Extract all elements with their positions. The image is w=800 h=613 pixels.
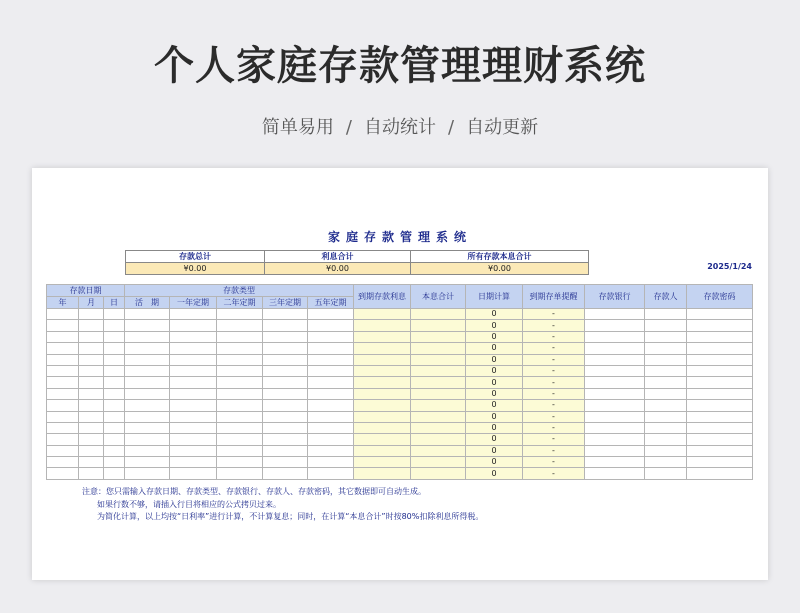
header-principal-interest: 本息合计 <box>411 285 466 309</box>
cell-day[interactable] <box>104 388 125 399</box>
cell-demand[interactable] <box>125 343 170 354</box>
page-title: 个人家庭存款管理理财系统 <box>154 43 646 89</box>
header-date-calc: 日期计算 <box>466 285 523 309</box>
summary-header-total-deposit: 存款总计 <box>126 251 265 263</box>
cell-depositor[interactable] <box>645 343 687 354</box>
cell-depositor[interactable] <box>645 457 687 468</box>
cell-password[interactable] <box>687 422 753 433</box>
cell-password[interactable] <box>687 365 753 376</box>
cell-date-calc[interactable]: 0 <box>466 400 523 411</box>
cell-2yr[interactable] <box>217 309 263 320</box>
cell-reminder[interactable]: - <box>523 411 585 422</box>
cell-maturity-interest[interactable] <box>354 400 411 411</box>
cell-3yr[interactable] <box>263 388 308 399</box>
cell-month[interactable] <box>79 309 104 320</box>
cell-month[interactable] <box>79 422 104 433</box>
cell-day[interactable] <box>104 400 125 411</box>
cell-maturity-interest[interactable] <box>354 354 411 365</box>
cell-reminder[interactable]: - <box>523 388 585 399</box>
cell-bank[interactable] <box>585 309 645 320</box>
cell-maturity-interest[interactable] <box>354 445 411 456</box>
deposit-table <box>46 284 753 480</box>
cell-2yr[interactable] <box>217 400 263 411</box>
header-5yr-fixed: 五年定期 <box>308 297 354 309</box>
cell-day[interactable] <box>104 411 125 422</box>
cell-1yr[interactable] <box>170 445 217 456</box>
cell-maturity-interest[interactable] <box>354 377 411 388</box>
cell-3yr[interactable] <box>263 331 308 342</box>
cell-demand[interactable] <box>125 365 170 376</box>
cell-principal-interest[interactable] <box>411 365 466 376</box>
cell-date-calc[interactable]: 0 <box>466 320 523 331</box>
cell-maturity-interest[interactable] <box>354 365 411 376</box>
cell-5yr[interactable] <box>308 388 354 399</box>
cell-date-calc[interactable]: 0 <box>466 354 523 365</box>
cell-day[interactable] <box>104 377 125 388</box>
cell-3yr[interactable] <box>263 309 308 320</box>
cell-password[interactable] <box>687 400 753 411</box>
header-month: 月 <box>79 297 104 309</box>
cell-maturity-interest[interactable] <box>354 320 411 331</box>
cell-3yr[interactable] <box>263 343 308 354</box>
cell-year[interactable] <box>47 400 79 411</box>
header-1yr-fixed: 一年定期 <box>170 297 217 309</box>
summary-header-interest: 利息合计 <box>265 251 411 263</box>
cell-month[interactable] <box>79 388 104 399</box>
cell-2yr[interactable] <box>217 377 263 388</box>
cell-day[interactable] <box>104 468 125 479</box>
cell-year[interactable] <box>47 445 79 456</box>
cell-1yr[interactable] <box>170 422 217 433</box>
cell-month[interactable] <box>79 331 104 342</box>
cell-month[interactable] <box>79 365 104 376</box>
cell-depositor[interactable] <box>645 388 687 399</box>
cell-principal-interest[interactable] <box>411 445 466 456</box>
cell-3yr[interactable] <box>263 445 308 456</box>
cell-principal-interest[interactable] <box>411 434 466 445</box>
cell-month[interactable] <box>79 320 104 331</box>
header-maturity-interest: 到期存款利息 <box>354 285 411 309</box>
sheet-title: 家庭存款管理系统 <box>327 230 472 244</box>
cell-principal-interest[interactable] <box>411 354 466 365</box>
cell-demand[interactable] <box>125 320 170 331</box>
page-subtitle <box>0 113 800 139</box>
cell-2yr[interactable] <box>217 457 263 468</box>
cell-date-calc[interactable]: 0 <box>466 457 523 468</box>
cell-month[interactable] <box>79 468 104 479</box>
cell-month[interactable] <box>79 434 104 445</box>
summary-value-total-deposit[interactable]: ¥0.00 <box>126 263 265 275</box>
cell-date-calc[interactable]: 0 <box>466 343 523 354</box>
cell-date-calc[interactable]: 0 <box>466 388 523 399</box>
cell-maturity-interest[interactable] <box>354 434 411 445</box>
cell-bank[interactable] <box>585 343 645 354</box>
summary-value-interest[interactable]: ¥0.00 <box>265 263 411 275</box>
cell-principal-interest[interactable] <box>411 331 466 342</box>
header-deposit-date: 存款日期 <box>47 285 125 297</box>
cell-reminder[interactable]: - <box>523 377 585 388</box>
note-line: 注意：您只需输入存款日期、存款类型、存款银行、存款人、存款密码，其它数据即可自动生成。 <box>82 487 426 496</box>
cell-demand[interactable] <box>125 309 170 320</box>
cell-password[interactable] <box>687 434 753 445</box>
cell-day[interactable] <box>104 354 125 365</box>
cell-month[interactable] <box>79 411 104 422</box>
cell-year[interactable] <box>47 365 79 376</box>
cell-2yr[interactable] <box>217 343 263 354</box>
cell-demand[interactable] <box>125 422 170 433</box>
table-row <box>47 411 753 422</box>
cell-2yr[interactable] <box>217 422 263 433</box>
cell-bank[interactable] <box>585 320 645 331</box>
table-row <box>47 377 753 388</box>
cell-bank[interactable] <box>585 434 645 445</box>
cell-demand[interactable] <box>125 457 170 468</box>
cell-maturity-interest[interactable] <box>354 411 411 422</box>
cell-password[interactable] <box>687 457 753 468</box>
cell-reminder[interactable]: - <box>523 309 585 320</box>
cell-5yr[interactable] <box>308 400 354 411</box>
cell-3yr[interactable] <box>263 457 308 468</box>
cell-date-calc[interactable]: 0 <box>466 331 523 342</box>
table-row <box>47 434 753 445</box>
cell-month[interactable] <box>79 354 104 365</box>
current-date: 2025/1/24 <box>707 262 752 271</box>
cell-5yr[interactable] <box>308 320 354 331</box>
cell-maturity-interest[interactable] <box>354 388 411 399</box>
cell-reminder[interactable]: - <box>523 365 585 376</box>
cell-demand[interactable] <box>125 434 170 445</box>
cell-demand[interactable] <box>125 468 170 479</box>
notes <box>82 486 483 524</box>
cell-5yr[interactable] <box>308 411 354 422</box>
table-row <box>47 422 753 433</box>
header-day: 日 <box>104 297 125 309</box>
cell-reminder[interactable]: - <box>523 343 585 354</box>
cell-demand[interactable] <box>125 331 170 342</box>
cell-reminder[interactable]: - <box>523 331 585 342</box>
cell-2yr[interactable] <box>217 388 263 399</box>
table-row <box>47 309 753 320</box>
cell-day[interactable] <box>104 434 125 445</box>
cell-password[interactable] <box>687 445 753 456</box>
header-password: 存款密码 <box>687 285 753 309</box>
cell-depositor[interactable] <box>645 422 687 433</box>
cell-depositor[interactable] <box>645 320 687 331</box>
cell-1yr[interactable] <box>170 388 217 399</box>
cell-maturity-interest[interactable] <box>354 422 411 433</box>
cell-password[interactable] <box>687 309 753 320</box>
table-row <box>47 343 753 354</box>
cell-3yr[interactable] <box>263 468 308 479</box>
header-year: 年 <box>47 297 79 309</box>
table-row <box>47 388 753 399</box>
cell-password[interactable] <box>687 411 753 422</box>
cell-maturity-interest[interactable] <box>354 331 411 342</box>
cell-password[interactable] <box>687 331 753 342</box>
cell-password[interactable] <box>687 354 753 365</box>
cell-depositor[interactable] <box>645 354 687 365</box>
cell-depositor[interactable] <box>645 309 687 320</box>
cell-principal-interest[interactable] <box>411 388 466 399</box>
summary-table <box>125 250 589 275</box>
table-row <box>47 331 753 342</box>
cell-date-calc[interactable]: 0 <box>466 422 523 433</box>
cell-5yr[interactable] <box>308 422 354 433</box>
cell-year[interactable] <box>47 468 79 479</box>
cell-date-calc[interactable]: 0 <box>466 377 523 388</box>
table-row <box>47 320 753 331</box>
cell-1yr[interactable] <box>170 468 217 479</box>
cell-day[interactable] <box>104 422 125 433</box>
cell-year[interactable] <box>47 343 79 354</box>
cell-1yr[interactable] <box>170 320 217 331</box>
header-bank: 存款银行 <box>585 285 645 309</box>
subtitle-separator: / <box>345 117 352 138</box>
cell-5yr[interactable] <box>308 377 354 388</box>
cell-principal-interest[interactable] <box>411 400 466 411</box>
cell-year[interactable] <box>47 422 79 433</box>
cell-reminder[interactable]: - <box>523 422 585 433</box>
cell-year[interactable] <box>47 388 79 399</box>
cell-password[interactable] <box>687 468 753 479</box>
cell-password[interactable] <box>687 343 753 354</box>
cell-principal-interest[interactable] <box>411 320 466 331</box>
cell-year[interactable] <box>47 377 79 388</box>
cell-depositor[interactable] <box>645 365 687 376</box>
cell-3yr[interactable] <box>263 422 308 433</box>
cell-principal-interest[interactable] <box>411 411 466 422</box>
cell-2yr[interactable] <box>217 411 263 422</box>
cell-reminder[interactable]: - <box>523 445 585 456</box>
cell-reminder[interactable]: - <box>523 354 585 365</box>
cell-bank[interactable] <box>585 457 645 468</box>
cell-depositor[interactable] <box>645 331 687 342</box>
cell-principal-interest[interactable] <box>411 343 466 354</box>
summary-header-grand-total: 所有存款本息合计 <box>411 251 589 263</box>
cell-month[interactable] <box>79 377 104 388</box>
table-row <box>47 468 753 479</box>
cell-3yr[interactable] <box>263 365 308 376</box>
cell-5yr[interactable] <box>308 343 354 354</box>
cell-maturity-interest[interactable] <box>354 457 411 468</box>
cell-2yr[interactable] <box>217 331 263 342</box>
cell-principal-interest[interactable] <box>411 457 466 468</box>
cell-maturity-interest[interactable] <box>354 343 411 354</box>
cell-day[interactable] <box>104 445 125 456</box>
cell-2yr[interactable] <box>217 354 263 365</box>
cell-1yr[interactable] <box>170 309 217 320</box>
table-row <box>47 400 753 411</box>
cell-date-calc[interactable]: 0 <box>466 445 523 456</box>
cell-day[interactable] <box>104 365 125 376</box>
cell-1yr[interactable] <box>170 434 217 445</box>
cell-bank[interactable] <box>585 445 645 456</box>
cell-maturity-interest[interactable] <box>354 468 411 479</box>
cell-1yr[interactable] <box>170 343 217 354</box>
cell-1yr[interactable] <box>170 365 217 376</box>
cell-bank[interactable] <box>585 411 645 422</box>
cell-3yr[interactable] <box>263 377 308 388</box>
cell-bank[interactable] <box>585 400 645 411</box>
cell-date-calc[interactable]: 0 <box>466 434 523 445</box>
cell-1yr[interactable] <box>170 457 217 468</box>
cell-day[interactable] <box>104 343 125 354</box>
cell-date-calc[interactable]: 0 <box>466 468 523 479</box>
cell-reminder[interactable]: - <box>523 468 585 479</box>
cell-principal-interest[interactable] <box>411 422 466 433</box>
table-row <box>47 365 753 376</box>
cell-demand[interactable] <box>125 400 170 411</box>
cell-bank[interactable] <box>585 331 645 342</box>
cell-month[interactable] <box>79 457 104 468</box>
cell-depositor[interactable] <box>645 434 687 445</box>
subtitle-item: 自动统计 <box>364 117 436 138</box>
cell-5yr[interactable] <box>308 468 354 479</box>
note-line: 为简化计算，以上均按“日利率”进行计算，不计算复息；同时，在计算“本息合计”时按80%扣除利息所得税。 <box>97 512 484 521</box>
cell-day[interactable] <box>104 320 125 331</box>
subtitle-item: 自动更新 <box>466 117 539 138</box>
note-line: 如果行数不够，请插入行目将相应的公式拷贝过来。 <box>97 499 281 509</box>
subtitle-item: 简单易用 <box>261 117 334 138</box>
header-maturity-reminder: 到期存单提醒 <box>523 285 585 309</box>
cell-month[interactable] <box>79 343 104 354</box>
cell-year[interactable] <box>47 320 79 331</box>
cell-year[interactable] <box>47 434 79 445</box>
cell-depositor[interactable] <box>645 377 687 388</box>
cell-reminder[interactable]: - <box>523 320 585 331</box>
header-depositor: 存款人 <box>645 285 687 309</box>
cell-date-calc[interactable]: 0 <box>466 309 523 320</box>
table-row <box>47 457 753 468</box>
cell-day[interactable] <box>104 331 125 342</box>
header-deposit-type: 存款类型 <box>125 285 354 297</box>
cell-5yr[interactable] <box>308 365 354 376</box>
cell-bank[interactable] <box>585 468 645 479</box>
cell-3yr[interactable] <box>263 354 308 365</box>
cell-5yr[interactable] <box>308 457 354 468</box>
summary-value-grand-total[interactable]: ¥0.00 <box>411 263 589 275</box>
table-row <box>47 445 753 456</box>
cell-bank[interactable] <box>585 354 645 365</box>
cell-year[interactable] <box>47 309 79 320</box>
cell-depositor[interactable] <box>645 411 687 422</box>
cell-demand[interactable] <box>125 354 170 365</box>
cell-month[interactable] <box>79 400 104 411</box>
cell-reminder[interactable]: - <box>523 434 585 445</box>
cell-1yr[interactable] <box>170 354 217 365</box>
cell-3yr[interactable] <box>263 400 308 411</box>
cell-date-calc[interactable]: 0 <box>466 411 523 422</box>
cell-2yr[interactable] <box>217 365 263 376</box>
cell-reminder[interactable]: - <box>523 457 585 468</box>
cell-3yr[interactable] <box>263 411 308 422</box>
cell-5yr[interactable] <box>308 309 354 320</box>
header-2yr-fixed: 二年定期 <box>217 297 263 309</box>
cell-month[interactable] <box>79 445 104 456</box>
cell-3yr[interactable] <box>263 434 308 445</box>
cell-bank[interactable] <box>585 377 645 388</box>
cell-2yr[interactable] <box>217 320 263 331</box>
spreadsheet-card <box>32 168 768 580</box>
cell-5yr[interactable] <box>308 445 354 456</box>
cell-demand[interactable] <box>125 411 170 422</box>
cell-demand[interactable] <box>125 445 170 456</box>
cell-maturity-interest[interactable] <box>354 309 411 320</box>
cell-password[interactable] <box>687 377 753 388</box>
cell-day[interactable] <box>104 309 125 320</box>
cell-depositor[interactable] <box>645 400 687 411</box>
cell-3yr[interactable] <box>263 320 308 331</box>
cell-day[interactable] <box>104 457 125 468</box>
cell-year[interactable] <box>47 354 79 365</box>
header-demand: 活 期 <box>125 297 170 309</box>
cell-1yr[interactable] <box>170 377 217 388</box>
cell-5yr[interactable] <box>308 434 354 445</box>
cell-principal-interest[interactable] <box>411 309 466 320</box>
cell-reminder[interactable]: - <box>523 400 585 411</box>
cell-bank[interactable] <box>585 365 645 376</box>
subtitle-separator: / <box>448 117 455 138</box>
cell-year[interactable] <box>47 331 79 342</box>
cell-date-calc[interactable]: 0 <box>466 365 523 376</box>
cell-demand[interactable] <box>125 377 170 388</box>
cell-5yr[interactable] <box>308 331 354 342</box>
cell-principal-interest[interactable] <box>411 468 466 479</box>
cell-demand[interactable] <box>125 388 170 399</box>
cell-year[interactable] <box>47 411 79 422</box>
cell-password[interactable] <box>687 388 753 399</box>
cell-2yr[interactable] <box>217 445 263 456</box>
cell-depositor[interactable] <box>645 445 687 456</box>
cell-1yr[interactable] <box>170 331 217 342</box>
cell-2yr[interactable] <box>217 468 263 479</box>
cell-5yr[interactable] <box>308 354 354 365</box>
cell-principal-interest[interactable] <box>411 377 466 388</box>
cell-2yr[interactable] <box>217 434 263 445</box>
cell-1yr[interactable] <box>170 400 217 411</box>
cell-year[interactable] <box>47 457 79 468</box>
cell-bank[interactable] <box>585 422 645 433</box>
table-row <box>47 354 753 365</box>
cell-1yr[interactable] <box>170 411 217 422</box>
header-3yr-fixed: 三年定期 <box>263 297 308 309</box>
cell-bank[interactable] <box>585 388 645 399</box>
cell-depositor[interactable] <box>645 468 687 479</box>
cell-password[interactable] <box>687 320 753 331</box>
